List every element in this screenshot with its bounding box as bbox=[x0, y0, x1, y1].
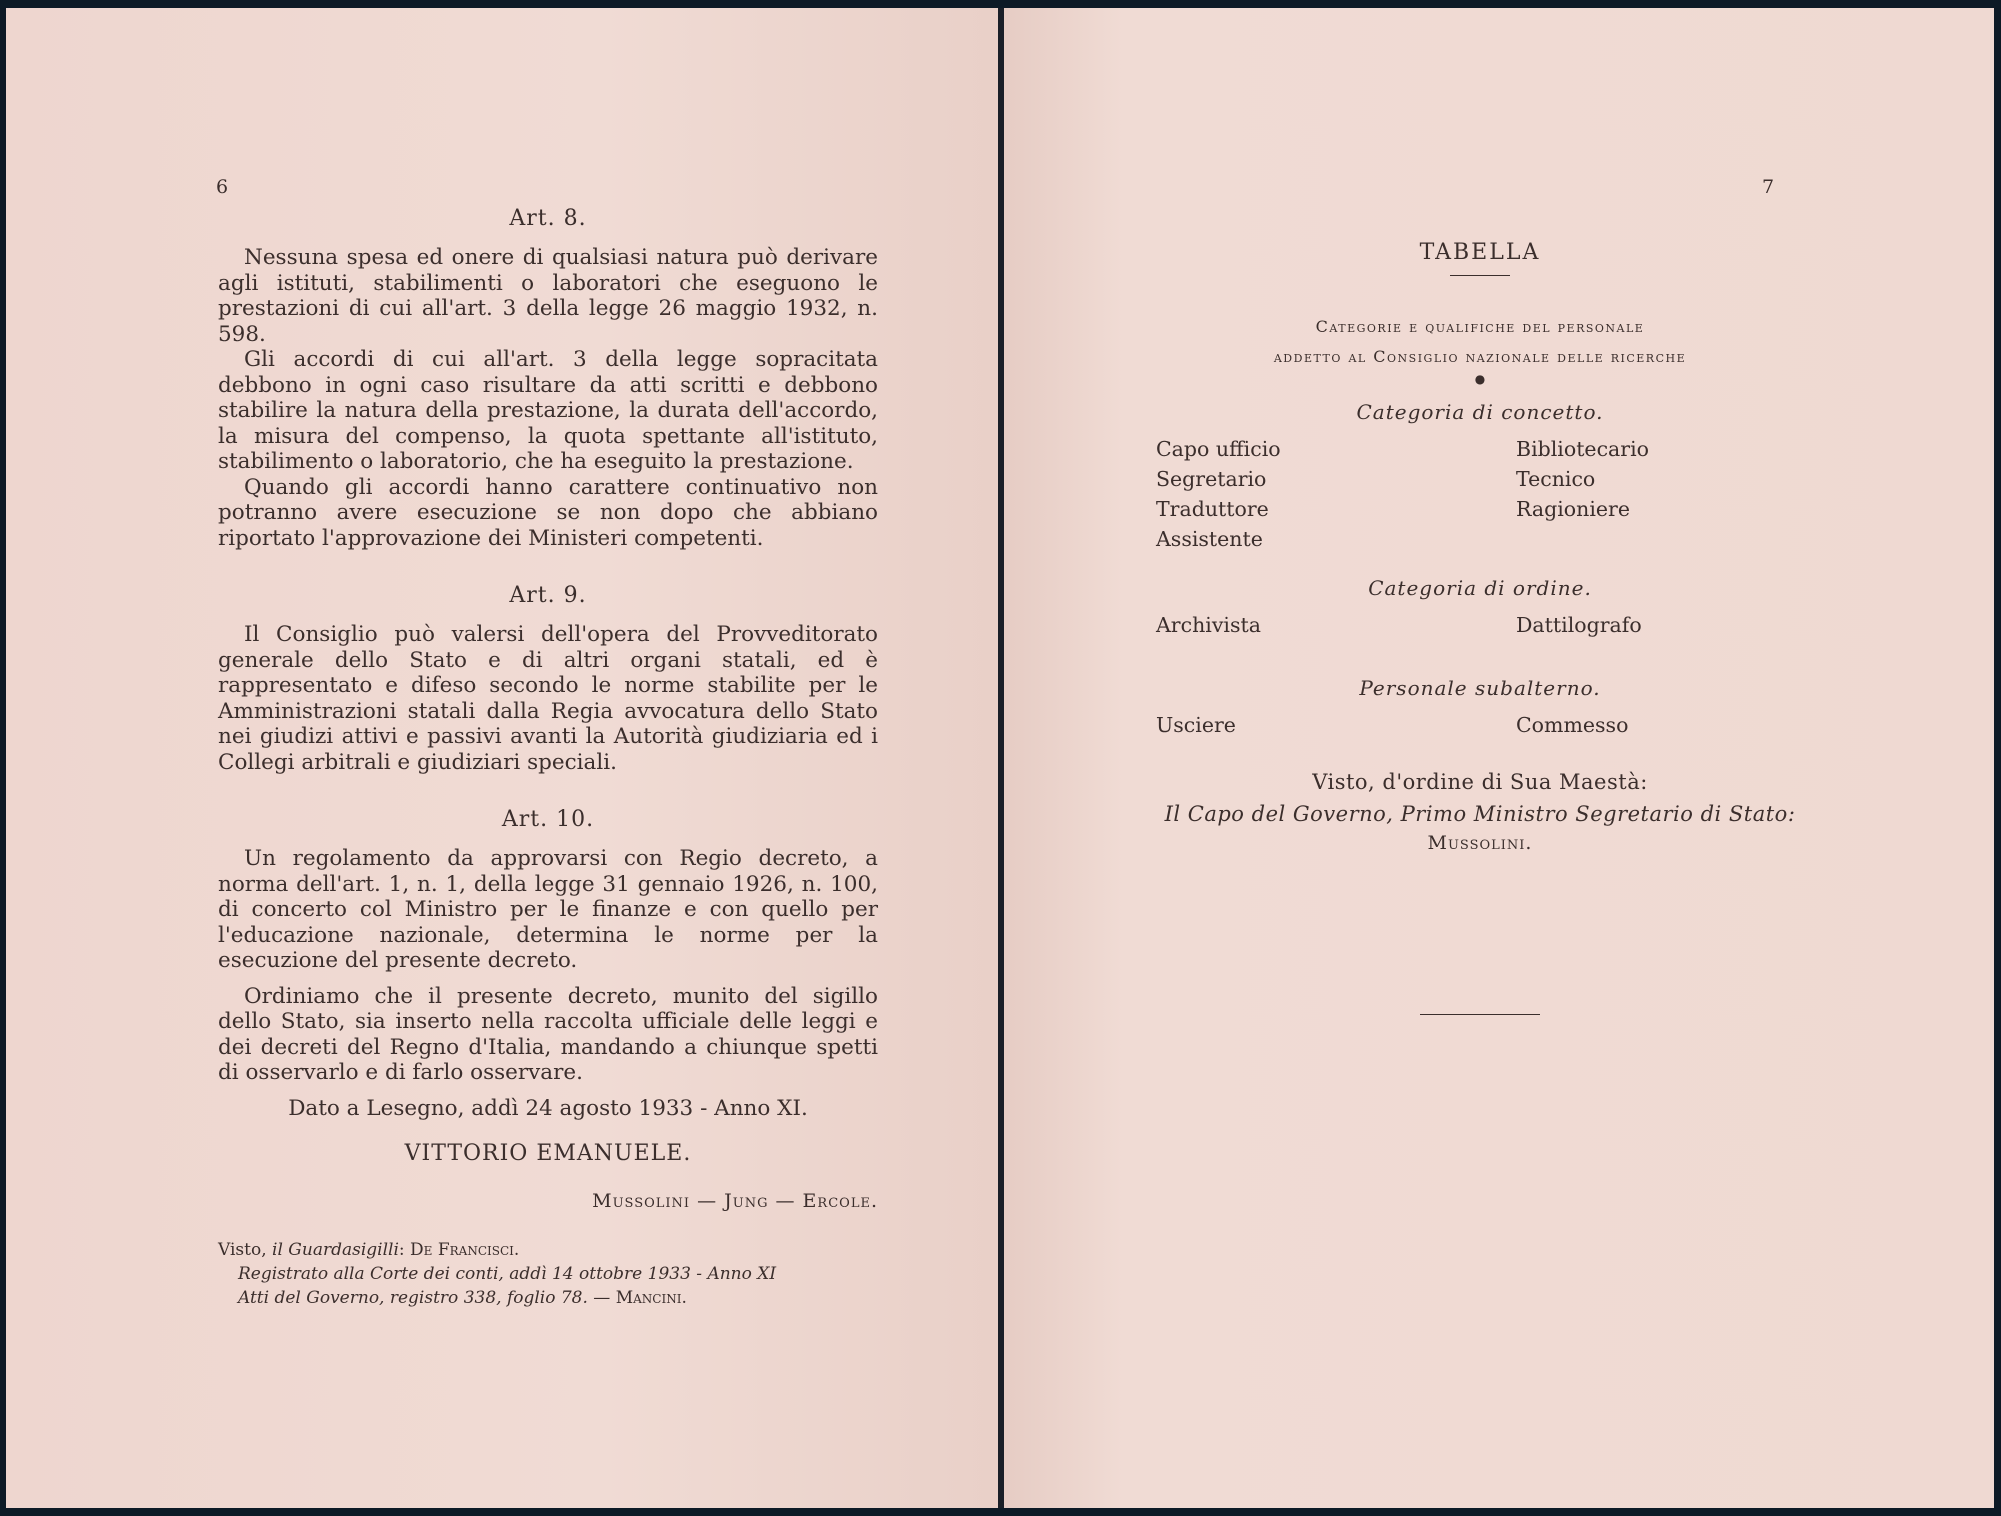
list-item: Commesso bbox=[1516, 713, 1629, 737]
atti-line: Atti del Governo, registro 338, foglio 78. — bbox=[238, 1287, 616, 1308]
category-title: Personale subalterno. bbox=[1359, 676, 1601, 700]
left-text-column bbox=[218, 206, 878, 1310]
list-item: Bibliotecario bbox=[1516, 437, 1649, 461]
tabella-heading bbox=[1080, 312, 1880, 372]
firma-name: Mussolini. bbox=[1427, 832, 1533, 854]
visto-guardasigilli: il Guardasigilli bbox=[272, 1239, 399, 1260]
tabella-title: TABELLA bbox=[1419, 240, 1541, 265]
title-rule bbox=[1450, 275, 1510, 276]
category-list bbox=[1156, 610, 1880, 640]
page-number-left: 6 bbox=[216, 176, 229, 198]
article-title: Art. 8. bbox=[509, 206, 587, 231]
visto-block bbox=[218, 1238, 878, 1310]
bullet-icon: ● bbox=[1474, 372, 1486, 386]
list-item: Capo ufficio bbox=[1156, 437, 1281, 461]
list-item bbox=[1516, 524, 1816, 554]
list-item: Assistente bbox=[1156, 527, 1263, 551]
category-list bbox=[1156, 434, 1880, 554]
firma-capo-governo: Il Capo del Governo, Primo Ministro Segretario di Stato: bbox=[1164, 802, 1796, 826]
list-item: Segretario bbox=[1156, 467, 1267, 491]
list-item: Ragioniere bbox=[1516, 497, 1630, 521]
article-title: Art. 9. bbox=[509, 583, 587, 608]
article-paragraph: Ordiniamo che il presente decreto, munito del sigillo dello Stato, sia inserto nella raccolta ufficiale delle leggi e dei decreti del Regno d'Italia, mandando a chiunque spetti di osservarlo e di farlo osservare. bbox=[218, 983, 878, 1085]
visto-sua-maesta: Visto, d'ordine di Sua Maestà: bbox=[1312, 770, 1648, 794]
list-item: Archivista bbox=[1156, 613, 1261, 637]
visto-sep: : bbox=[398, 1239, 411, 1260]
end-rule bbox=[1420, 1014, 1540, 1015]
list-item: Traduttore bbox=[1156, 497, 1269, 521]
article-paragraph: Un regolamento da approvarsi con Regio decreto, a norma dell'art. 1, n. 1, della legge 31 gennaio 1926, n. 100, di concerto col Ministro per le finanze e con quello per l'educazione nazionale, determina le norme per la esecuzione del presente decreto. bbox=[218, 846, 878, 973]
list-item: Tecnico bbox=[1516, 467, 1596, 491]
list-item: Dattilografo bbox=[1516, 613, 1642, 637]
right-text-column bbox=[1080, 240, 1880, 1015]
heading-line-2: addetto al Consiglio nazionale delle ricerche bbox=[1273, 347, 1687, 366]
visto-name: De Francisci. bbox=[410, 1239, 520, 1260]
category-title: Categoria di ordine. bbox=[1368, 576, 1592, 600]
visto-prefix: Visto, bbox=[218, 1239, 273, 1260]
article-title: Art. 10. bbox=[501, 807, 595, 832]
king-signature: VITTORIO EMANUELE. bbox=[404, 1140, 692, 1166]
article-paragraph: Il Consiglio può valersi dell'opera del Provveditorato generale dello Stato e di altri organi statali, ed è rappresentato e difeso secondo le norme stabilite per le Amministrazioni statali dalla Regia avvocatura dello Stato nei giudizi attivi e passivi avanti la Autorità giudiziaria ed i Collegi arbitrali e giudiziari speciali. bbox=[218, 622, 878, 775]
list-item: Usciere bbox=[1156, 713, 1236, 737]
article-paragraph: Nessuna spesa ed onere di qualsiasi natura può derivare agli istituti, stabilimenti o laboratori che eseguono le prestazioni di cui all'art. 3 della legge 26 maggio 1932, n. 598. bbox=[218, 245, 878, 347]
date-line: Dato a Lesegno, addì 24 agosto 1933 - Anno XI. bbox=[288, 1095, 808, 1121]
article-paragraph: Gli accordi di cui all'art. 3 della legge sopracitata debbono in ogni caso risultare da atti scritti e debbono stabilire la natura della prestazione, la durata dell'accordo, la misura del compenso, la quota spettante all'istituto, stabilimento o laboratorio, che ha eseguito la prestazione. bbox=[218, 347, 878, 474]
category-title: Categoria di concetto. bbox=[1356, 400, 1604, 424]
registrato-line: Registrato alla Corte dei conti, addì 14 ottobre 1933 - Anno XI bbox=[238, 1263, 777, 1284]
atti-name: Mancini. bbox=[615, 1287, 687, 1308]
category-list bbox=[1156, 710, 1880, 740]
page-number-right: 7 bbox=[1762, 176, 1775, 198]
heading-line-1: Categorie e qualifiche del personale bbox=[1315, 317, 1645, 336]
ministers-signatures: Mussolini — Jung — Ercole. bbox=[592, 1189, 878, 1212]
article-paragraph: Quando gli accordi hanno carattere continuativo non potranno avere esecuzione se non dopo che abbiano riportato l'approvazione dei Ministeri competenti. bbox=[218, 474, 878, 551]
